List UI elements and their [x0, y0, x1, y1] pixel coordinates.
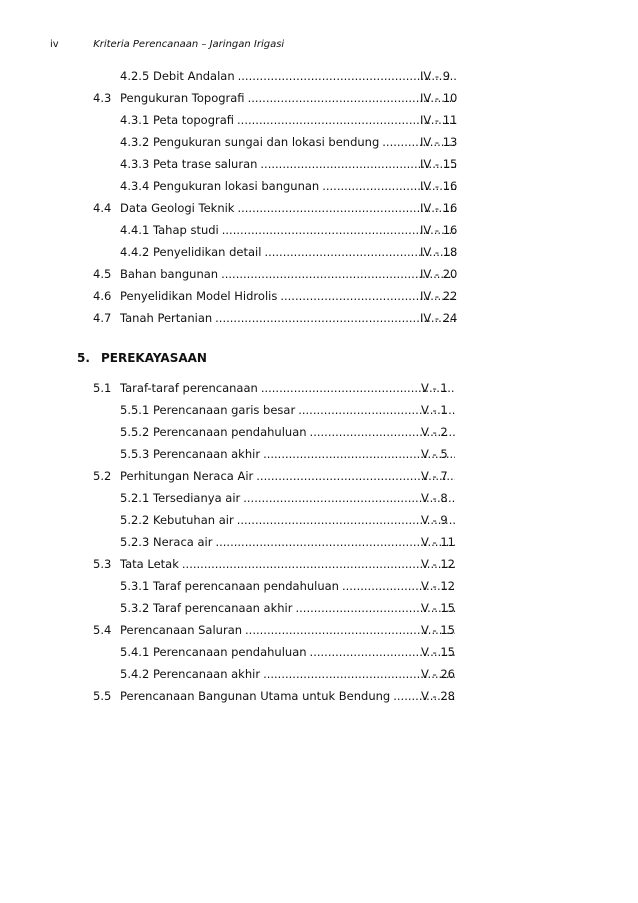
toc-entry-number: 5.5: [93, 689, 112, 703]
toc-entry: [0, 620, 638, 642]
toc-entry-title: Perencanaan Bangunan Utama untuk Bendung: [120, 689, 391, 703]
toc-section-5: [0, 378, 638, 708]
toc-entry-page: V - 7: [421, 469, 448, 483]
dot-leader: [215, 535, 455, 549]
dot-leader: [182, 557, 455, 571]
toc-entry-page: IV - 18: [420, 245, 458, 259]
toc-entry: [0, 532, 638, 554]
toc-entry-page: V - 26: [421, 667, 455, 681]
toc-entry-title: Tanah Pertanian: [120, 311, 213, 325]
toc-entry: [0, 264, 638, 286]
toc-entry-title: Perencanaan pendahuluan: [153, 645, 307, 659]
toc-entry-number: 4.7: [93, 311, 112, 325]
toc-entry-title: Data Geologi Teknik: [120, 201, 235, 215]
toc-entry-number: 4.4.1: [120, 223, 150, 237]
toc-entry-number: 4.3.1: [120, 113, 150, 127]
toc-entry-title: Penyelidikan detail: [153, 245, 262, 259]
toc-entry-number: 4.3.2: [120, 135, 150, 149]
toc-entry-title: Taraf-taraf perencanaan: [120, 381, 258, 395]
toc-entry-number: 5.5.2: [120, 425, 150, 439]
toc-entry-label-group: [153, 403, 455, 417]
toc-entry-title: Bahan bangunan: [120, 267, 219, 281]
toc-entry-title: Perencanaan garis besar: [153, 403, 296, 417]
toc-entry: [0, 554, 638, 576]
toc-entry-label-group: [153, 535, 455, 549]
table-of-contents: [0, 66, 638, 708]
toc-entry: [0, 110, 638, 132]
toc-entry-label-group: [120, 623, 455, 637]
toc-entry-title: Peta trase saluran: [153, 157, 258, 171]
toc-entry: [0, 642, 638, 664]
toc-entry-title: Tersedianya air: [153, 491, 241, 505]
toc-entry-title: Pengukuran sungai dan lokasi bendung: [153, 135, 380, 149]
toc-entry-title: Perencanaan pendahuluan: [153, 425, 307, 439]
toc-entry-number: 5.2.2: [120, 513, 150, 527]
toc-entry-number: 5.4.1: [120, 645, 150, 659]
toc-entry: [0, 154, 638, 176]
toc-entry-label-group: [120, 91, 456, 105]
toc-entry-label-group: [153, 667, 455, 681]
toc-entry-label-group: [153, 645, 455, 659]
toc-entry-page: IV - 10: [420, 91, 458, 105]
toc-entry-title: Neraca air: [153, 535, 213, 549]
toc-entry: [0, 510, 638, 532]
toc-entry-title: Taraf perencanaan akhir: [153, 601, 293, 615]
toc-entry-page: IV - 15: [420, 157, 458, 171]
toc-entry-number: 5.5.3: [120, 447, 150, 461]
toc-entry: [0, 198, 638, 220]
toc-entry-number: 5.3.1: [120, 579, 150, 593]
toc-entry-label-group: [153, 245, 456, 259]
toc-entry-title: Pengukuran lokasi bangunan: [153, 179, 320, 193]
running-title: Kriteria Perencanaan – Jaringan Irigasi: [93, 39, 285, 50]
page-number: iv: [50, 39, 59, 50]
toc-entry: [0, 576, 638, 598]
toc-entry-number: 5.2.3: [120, 535, 150, 549]
toc-entry: [0, 444, 638, 466]
toc-entry-label-group: [153, 135, 456, 149]
toc-entry-title: Perencanaan akhir: [153, 447, 261, 461]
toc-entry: [0, 88, 638, 110]
toc-entry-page: V - 9: [421, 513, 448, 527]
toc-entry: [0, 220, 638, 242]
toc-entry-number: 4.3.4: [120, 179, 150, 193]
toc-entry-label-group: [120, 469, 455, 483]
toc-entry-page: IV - 16: [420, 179, 458, 193]
toc-entry-page: V - 15: [421, 601, 455, 615]
toc-entry-page: V - 5: [421, 447, 448, 461]
chapter-number: 5.: [77, 351, 90, 365]
toc-entry-page: V - 1: [421, 381, 448, 395]
toc-entry-title: Perhitungan Neraca Air: [120, 469, 254, 483]
toc-entry-page: V - 12: [421, 579, 455, 593]
toc-entry-title: Perencanaan akhir: [153, 667, 261, 681]
toc-entry: [0, 286, 638, 308]
toc-entry-label-group: [153, 579, 455, 593]
toc-entry-title: Taraf perencanaan pendahuluan: [153, 579, 339, 593]
toc-entry-title: Perencanaan Saluran: [120, 623, 243, 637]
toc-entry: [0, 466, 638, 488]
toc-entry-page: V - 15: [421, 623, 455, 637]
toc-entry-label-group: [153, 157, 456, 171]
toc-entry-page: IV - 22: [420, 289, 458, 303]
toc-entry: [0, 242, 638, 264]
toc-entry-label-group: [120, 289, 456, 303]
toc-entry-number: 4.3: [93, 91, 112, 105]
toc-entry-page: IV - 20: [420, 267, 458, 281]
toc-entry-number: 4.4: [93, 201, 112, 215]
toc-entry-label-group: [153, 491, 455, 505]
toc-entry-number: 5.4: [93, 623, 112, 637]
toc-entry-label-group: [153, 179, 456, 193]
chapter-title: PEREKAYASAAN: [101, 351, 207, 365]
toc-entry-page: IV - 16: [420, 223, 458, 237]
toc-entry-label-group: [153, 223, 456, 237]
toc-entry-title: Penyelidikan Model Hidrolis: [120, 289, 278, 303]
toc-entry: [0, 66, 638, 88]
toc-entry-label-group: [120, 689, 455, 703]
toc-entry: [0, 598, 638, 620]
toc-entry-page: V - 11: [421, 535, 455, 549]
toc-entry-label-group: [153, 513, 455, 527]
toc-entry-title: Kebutuhan air: [153, 513, 234, 527]
toc-entry: [0, 308, 638, 330]
toc-entry-label-group: [120, 557, 455, 571]
toc-entry-label-group: [120, 267, 456, 281]
toc-entry-page: V - 15: [421, 645, 455, 659]
toc-entry-label-group: [153, 425, 455, 439]
toc-entry-page: IV - 24: [420, 311, 458, 325]
toc-entry-page: V - 8: [421, 491, 448, 505]
toc-entry-number: 4.3.3: [120, 157, 150, 171]
toc-entry: [0, 132, 638, 154]
toc-entry-label-group: [153, 447, 455, 461]
toc-entry: [0, 686, 638, 708]
toc-entry-number: 4.6: [93, 289, 112, 303]
toc-entry-label-group: [153, 69, 456, 83]
toc-entry-page: IV - 9: [420, 69, 451, 83]
toc-entry-page: IV - 11: [420, 113, 458, 127]
toc-entry-label-group: [120, 381, 455, 395]
toc-entry: [0, 176, 638, 198]
toc-entry-title: Pengukuran Topografi: [120, 91, 245, 105]
chapter-heading: [0, 350, 638, 378]
toc-entry-number: 4.4.2: [120, 245, 150, 259]
toc-entry-page: V - 28: [421, 689, 455, 703]
toc-entry-page: IV - 13: [420, 135, 458, 149]
toc-entry-number: 5.1: [93, 381, 112, 395]
toc-entry-number: 5.2.1: [120, 491, 150, 505]
toc-entry: [0, 422, 638, 444]
toc-entry: [0, 664, 638, 686]
toc-entry-page: V - 12: [421, 557, 455, 571]
toc-entry-label-group: [120, 311, 456, 325]
toc-entry-title: Tata Letak: [120, 557, 179, 571]
toc-entry-number: 4.5: [93, 267, 112, 281]
toc-entry-label-group: [153, 113, 456, 127]
toc-entry-number: 5.4.2: [120, 667, 150, 681]
toc-section-4: [0, 66, 638, 330]
toc-entry: [0, 488, 638, 510]
toc-entry-page: V - 2: [421, 425, 448, 439]
toc-entry-number: 5.3.2: [120, 601, 150, 615]
toc-entry: [0, 400, 638, 422]
toc-entry-label-group: [120, 201, 456, 215]
toc-entry-page: IV - 16: [420, 201, 458, 215]
toc-entry-title: Debit Andalan: [153, 69, 235, 83]
toc-entry-title: Tahap studi: [153, 223, 219, 237]
toc-entry-title: Peta topografi: [153, 113, 235, 127]
toc-entry-number: 5.3: [93, 557, 112, 571]
page-header: [50, 39, 284, 50]
toc-entry-label-group: [153, 601, 455, 615]
toc-entry: [0, 378, 638, 400]
toc-entry-number: 5.2: [93, 469, 112, 483]
toc-entry-page: V - 1: [421, 403, 448, 417]
toc-entry-number: 5.5.1: [120, 403, 150, 417]
toc-entry-number: 4.2.5: [120, 69, 150, 83]
